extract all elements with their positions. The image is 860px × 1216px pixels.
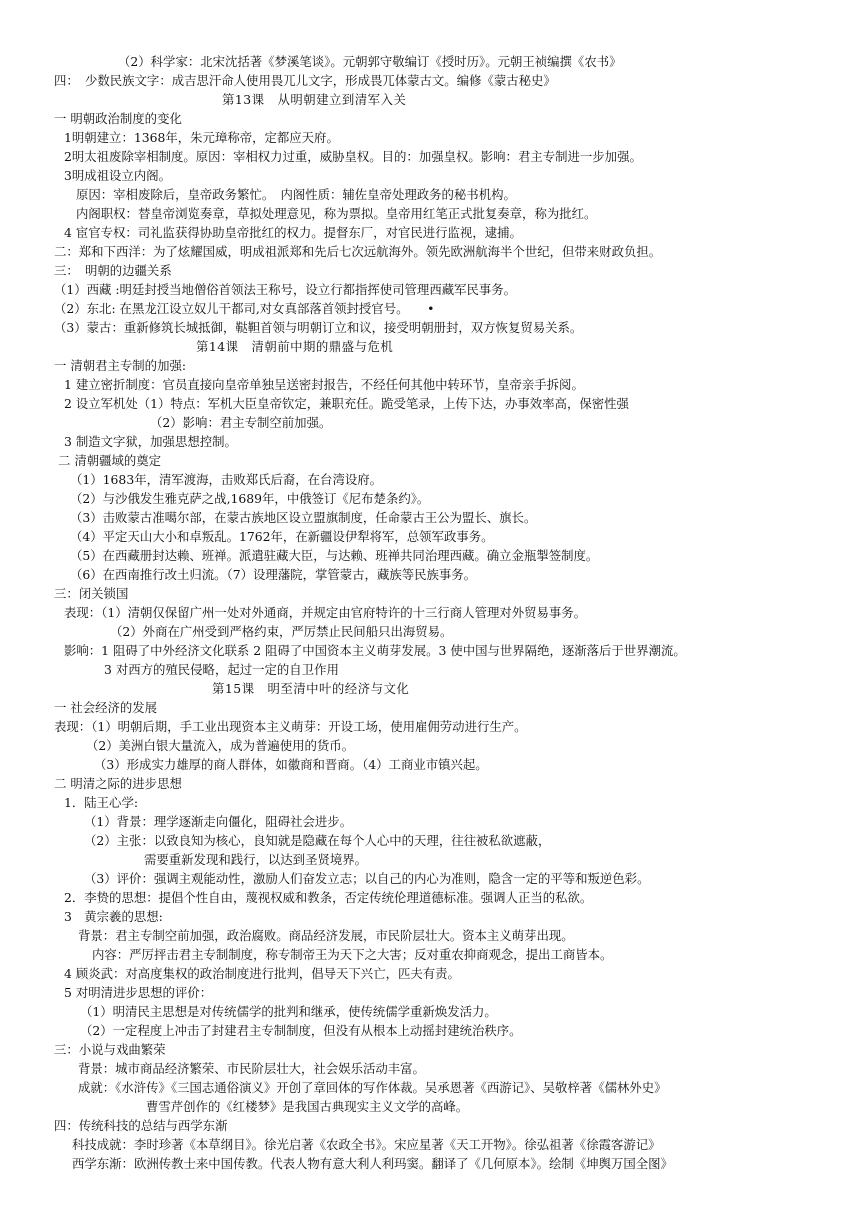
section-heading: 一 明朝政治制度的变化 <box>54 111 182 126</box>
text-line: （4）平定天山大小和卓叛乱。1762年，在新疆设伊犁将军，总领军政事务。 <box>70 529 494 544</box>
text-line: 4 顾炎武：对高度集权的政治制度进行批判，倡导天下兴亡，匹夫有责。 <box>64 966 460 981</box>
section-heading: 一 社会经济的发展 <box>54 700 158 715</box>
text-line: （2）东北: 在黑龙江设立奴儿干都司,对女真部落首领封授官号。 • <box>54 301 435 316</box>
text-line: 内容：严厉抨击君主专制制度，称专制帝王为天下之大害；反对重农抑商观念，提出工商皆本。 <box>92 947 613 962</box>
text-line: 影响：1 阻碍了中外经济文化联系 2 阻碍了中国资本主义萌芽发展。3 使中国与世界隔绝，逐渐落后于世界潮流。 <box>64 643 686 658</box>
text-line: 3明成祖设立内阁。 <box>64 168 172 183</box>
text-line: 表现：（1）明朝后期，手工业出现资本主义萌芽：开设工场，使用雇佣劳动进行生产。 <box>54 719 527 734</box>
text-line: 5 对明清进步思想的评价： <box>64 985 213 1000</box>
text-line: （1）西藏 :明廷封授当地僧俗首领法王称号，设立行都指挥使司管理西藏军民事务。 <box>54 282 517 297</box>
text-line: 内阁职权：替皇帝浏览奏章，草拟处理意见，称为票拟。皇帝用红笔正式批复奏章，称为批红。 <box>76 206 597 221</box>
lesson-title: 第13课 从明朝建立到清军入关 <box>222 92 407 107</box>
text-line: 3 制造文字狱，加强思想控制。 <box>64 434 237 449</box>
text-line: （2）一定程度上冲击了封建君主专制制度，但没有从根本上动摇封建统治秩序。 <box>80 1023 522 1038</box>
text-line: 2 设立军机处（1）特点：军机大臣皇帝钦定，兼职充任。跪受笔录，上传下达，办事效率高，保密性强 <box>64 396 629 411</box>
text-line: 背景：君主专制空前加强，政治腐败。商品经济发展，市民阶层壮大。资本主义萌芽出现。 <box>78 928 574 943</box>
text-line: 3 黄宗羲的思想: <box>64 909 163 924</box>
text-line: （3）击败蒙古准噶尔部，在蒙古族地区设立盟旗制度，任命蒙古王公为盟长、旗长。 <box>70 510 537 525</box>
text-line: （2）科学家：北宋沈括著《梦溪笔谈》。元朝郭守敬编订《授时历》。元朝王祯编撰《农书》 <box>118 54 622 69</box>
text-line: 表现：（1）清朝仅保留广州一处对外通商，并规定由官府特许的十三行商人管理对外贸易事务。 <box>64 605 587 620</box>
text-line: 西学东渐：欧洲传教士来中国传教。代表人物有意大利人利玛窦。翻译了《几何原本》。绘制《坤舆万国全图》 <box>72 1156 673 1171</box>
text-line: （6）在西南推行改土归流。（7）设理藩院，掌管蒙古，藏族等民族事务。 <box>70 567 477 582</box>
text-line: （2）美洲白银大量流入，成为普遍使用的货币。 <box>86 738 355 753</box>
text-line: 科技成就：李时珍著《本草纲目》。徐光启著《农政全书》。宋应星著《天工开物》。徐弘祖著《徐霞客游记》 <box>72 1137 661 1152</box>
lesson-title: 第15课 明至清中叶的经济与文化 <box>212 681 410 696</box>
text-line: （3）形成实力雄厚的商人群体，如徽商和晋商。（4）工商业市镇兴起。 <box>94 757 488 772</box>
text-line: （5）在西藏册封达赖、班禅。派遣驻藏大臣，与达赖、班禅共同治理西藏。确立金瓶掣签制度。 <box>70 548 599 563</box>
section-heading: 四： 少数民族文字：成吉思汗命人使用畏兀儿文字，形成畏兀体蒙古文。编修《蒙古秘史》 <box>54 73 556 88</box>
text-line: （2）影响：君主专制空前加强。 <box>150 415 332 430</box>
text-line: （2）与沙俄发生雅克萨之战,1689年，中俄签订《尼布楚条约》。 <box>70 491 430 506</box>
section-heading: 四：传统科技的总结与西学东渐 <box>54 1118 228 1133</box>
section-heading: 三：小说与戏曲繁荣 <box>54 1042 166 1057</box>
text-line: （3）评价：强调主观能动性，激励人们奋发立志；以自己的内心为准则，隐含一定的平等和叛逆色彩。 <box>84 871 650 886</box>
text-line: 3 对西方的殖民侵略，起过一定的自卫作用 <box>104 662 339 677</box>
section-heading: 二：郑和下西洋：为了炫耀国威，明成祖派郑和先后七次远航海外。领先欧洲航海半个世纪，但带来财政负担。 <box>54 244 662 259</box>
text-line: （3）蒙古：重新修筑长城抵御，鞑靼首领与明朝订立和议，接受明朝册封，双方恢复贸易关系。 <box>54 320 583 335</box>
section-heading: 三： 明朝的边疆关系 <box>54 263 172 278</box>
text-line: 曹雪芹创作的《红楼梦》是我国古典现实主义文学的高峰。 <box>146 1099 469 1114</box>
text-line: 背景：城市商品经济繁荣、市民阶层壮大，社会娱乐活动丰富。 <box>78 1061 425 1076</box>
text-line: 1明朝建立：1368年，朱元璋称帝，定都应天府。 <box>64 130 339 145</box>
text-line: （1）1683年，清军渡海，击败郑氏后裔，在台湾设府。 <box>70 472 383 487</box>
section-heading: 三：闭关锁国 <box>54 586 129 601</box>
text-line: （2）主张：以致良知为核心，良知就是隐藏在每个人心中的天理，往往被私欲遮蔽， <box>84 833 551 848</box>
text-line: 成就：《水浒传》《三国志通俗演义》开创了章回体的写作体裁。吴承恩著《西游记》、吴敬梓著《儒林外史》 <box>78 1080 667 1095</box>
text-line: 1．陆王心学: <box>64 795 139 810</box>
lesson-title: 第14课 清朝前中期的鼎盛与危机 <box>196 339 394 354</box>
text-line: 4 宦官专权：司礼监获得协助皇帝批红的权力。提督东厂，对官民进行监视，逮捕。 <box>64 225 522 240</box>
text-line: 1 建立密折制度：官员直接向皇帝单独呈送密封报告，不经任何其他中转环节，皇帝亲手拆阅。 <box>64 377 584 392</box>
text-line: （1）明清民主思想是对传统儒学的批判和继承，使传统儒学重新焕发活力。 <box>80 1004 497 1019</box>
text-line: 2．李贽的思想：提倡个性自由，蔑视权威和教条，否定传统伦理道德标准。强调人正当的私欲。 <box>64 890 593 905</box>
section-heading: 二 清朝疆域的奠定 <box>58 453 162 468</box>
section-heading: 二 明清之际的进步思想 <box>54 776 182 791</box>
section-heading: 一 清朝君主专制的加强: <box>54 358 187 373</box>
text-line: 需要重新发现和践行，以达到圣贤境界。 <box>144 852 368 867</box>
text-line: 2明太祖废除宰相制度。原因：宰相权力过重，威胁皇权。目的：加强皇权。影响：君主专制进一步加强。 <box>64 149 642 164</box>
text-line: （2）外商在广州受到严格约束，严厉禁止民间船只出海贸易。 <box>110 624 453 639</box>
text-line: （1）背景：理学逐渐走向僵化，阻碍社会进步。 <box>84 814 353 829</box>
text-line: 原因：宰相废除后，皇帝政务繁忙。 内阁性质：辅佐皇帝处理政务的秘书机构。 <box>76 187 516 202</box>
